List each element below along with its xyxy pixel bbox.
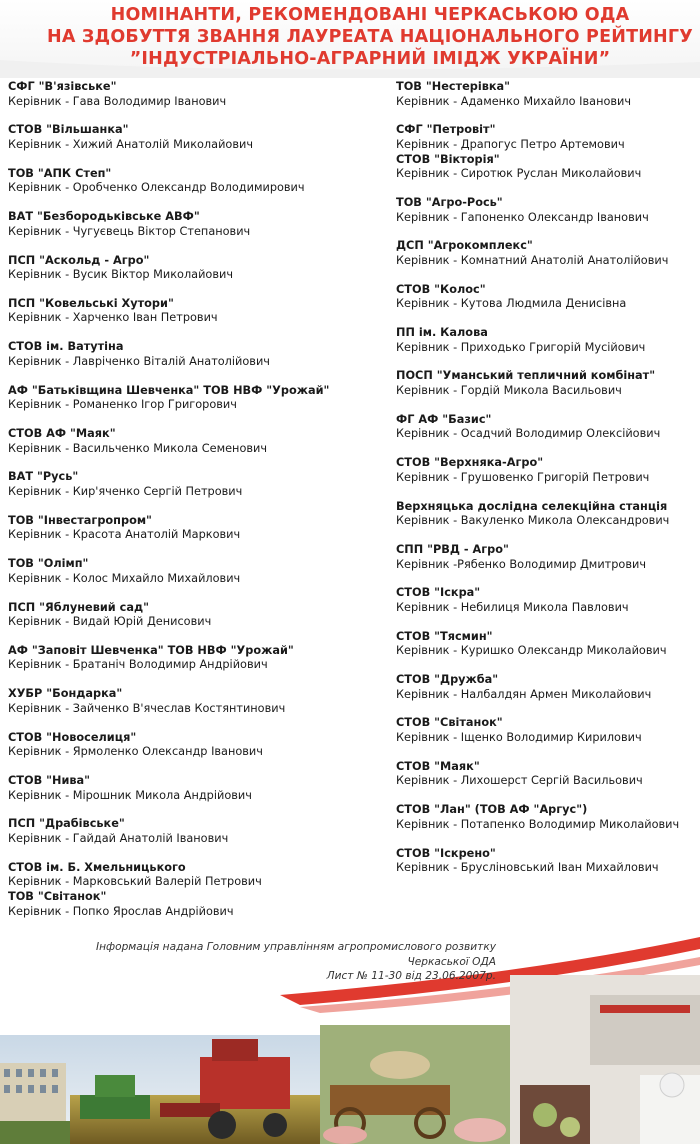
nominee-entry: [396, 326, 700, 355]
organization-name: СТОВ "Нива": [8, 774, 91, 787]
head-name: Керівник - Вусик Віктор Миколайович: [8, 268, 234, 282]
source-note-line-3: Лист № 11-30 від 23.06.2007р.: [326, 970, 496, 982]
organization-name: ТОВ "АПК Степ": [8, 166, 112, 180]
head-name: Керівник - Гапоненко Олександр Іванович: [396, 210, 649, 224]
nominee-entry: [396, 413, 700, 442]
organization-name: СТОВ "Тясмин": [396, 629, 493, 643]
head-name: Керівник - Хижий Анатолій Миколайович: [8, 137, 253, 151]
organization-name: СТОВ "Іскрено": [396, 846, 496, 860]
head-name: Керівник - Попко Ярослав Андрійович: [8, 904, 234, 918]
head-name: Керівник - Чугуєвець Віктор Степанович: [8, 224, 251, 238]
head-name: Керівник - Куришко Олександр Миколайович: [396, 644, 667, 658]
organization-name: СТОВ "Світанок": [396, 716, 503, 730]
nominee-entry: [8, 774, 388, 803]
page-title: [40, 4, 700, 70]
organization-name: СТОВ "Дружба": [396, 673, 499, 687]
header: [0, 0, 700, 74]
nominee-list-left: [8, 80, 388, 933]
head-name: Керівник - Зайченко В'ячеслав Костянтинович: [8, 701, 286, 715]
head-name: Керівник - Мірошник Микола Андрійович: [8, 788, 252, 802]
organization-name: ВАТ "Безбородьківське АВФ": [8, 210, 200, 224]
organization-name: ПСП "Яблуневий сад": [8, 600, 149, 614]
head-name: Керівник - Лавріченко Віталій Анатолійович: [8, 354, 270, 368]
organization-name: АФ "Батьківщина Шевченка" ТОВ НВФ "Урожай": [8, 383, 330, 397]
nominee-entry: [396, 716, 700, 745]
organization-name: ТОВ "Нестерівка": [396, 80, 511, 93]
nominee-entry: [396, 803, 700, 832]
head-name: Керівник - Ярмоленко Олександр Іванович: [8, 745, 263, 759]
head-name: Керівник - Сиротюк Руслан Миколайович: [396, 167, 642, 181]
livestock-cart-photo-icon: [320, 1025, 510, 1144]
nominee-entry: [8, 123, 388, 152]
head-name: Керівник - Харченко Іван Петрович: [8, 311, 218, 325]
organization-name: СФГ "Петровіт": [396, 123, 496, 137]
head-name: Керівник - Небилиця Микола Павлович: [396, 600, 629, 614]
head-name: Керівник - Лихошерст Сергій Васильович: [396, 774, 643, 788]
head-name: Керівник - Гава Володимир Іванович: [8, 94, 227, 108]
nominee-entry: [396, 456, 700, 485]
head-name: Керівник - Іщенко Володимир Кирилович: [396, 731, 642, 745]
source-note-line-1: Інформація надана Головним управлінням агропромислового розвитку: [95, 941, 496, 953]
nominee-entry: [8, 297, 388, 326]
nominee-entry: [396, 369, 700, 398]
organization-name: ПСП "Ковельські Хутори": [8, 296, 174, 310]
organization-name: СТОВ "Маяк": [396, 759, 480, 773]
organization-name: СПП "РВД - Агро": [396, 542, 509, 556]
head-name: Керівник - Адаменко Михайло Іванович: [396, 94, 632, 108]
head-name: Керівник -Рябенко Володимир Дмитрович: [396, 557, 646, 571]
nominee-entry: [8, 340, 388, 369]
organization-name: СТОВ "Вільшанка": [8, 123, 129, 137]
laboratory-photo-icon: [510, 975, 700, 1144]
head-name: Керівник - Гайдай Анатолій Іванович: [8, 831, 229, 845]
organization-name: ТОВ "Агро-Рось": [396, 195, 503, 209]
head-name: Керівник - Колос Михайло Михайлович: [8, 571, 241, 585]
head-name: Керівник - Кир'яченко Сергій Петрович: [8, 484, 243, 498]
nominee-entry: [8, 427, 388, 456]
organization-name: ДСП "Агрокомплекс": [396, 239, 533, 253]
nominee-entry: [8, 384, 388, 413]
organization-name: СТОВ "Колос": [396, 282, 486, 296]
building-photo-icon: [0, 1035, 70, 1144]
head-name: Керівник - Осадчий Володимир Олексійович: [396, 427, 661, 441]
head-name: Керівник - Марковський Валерій Петрович: [8, 875, 262, 889]
nominee-entry: [8, 514, 388, 543]
organization-name: ПСП "Аскольд - Агро": [8, 253, 150, 267]
title-line-2: НА ЗДОБУТТЯ ЗВАННЯ ЛАУРЕАТА НАЦІОНАЛЬНОГО РЕЙТИНГУ: [47, 27, 693, 47]
nominee-entry: [8, 254, 388, 283]
nominee-entry: [396, 760, 700, 789]
nominee-entry: [396, 196, 700, 225]
nominee-entry: [396, 500, 700, 529]
nominee-entry: [8, 890, 388, 919]
nominee-entry: [396, 847, 700, 876]
head-name: Керівник - Гордій Микола Васильович: [396, 384, 622, 398]
organization-name: СТОВ АФ "Маяк": [8, 427, 116, 440]
organization-name: СТОВ "Лан" (ТОВ АФ "Аргус"): [396, 803, 588, 817]
organization-name: ТОВ "Світанок": [8, 889, 107, 903]
organization-name: ПСП "Драбівське": [8, 817, 125, 831]
nominee-entry: [8, 470, 388, 499]
title-line-3: ”ІНДУСТРІАЛЬНО-АГРАРНИЙ ІМІДЖ УКРАЇНИ”: [129, 49, 611, 69]
nominee-entry: [8, 687, 388, 716]
source-note: [60, 940, 496, 984]
head-name: Керівник - Грушовенко Григорій Петрович: [396, 470, 650, 484]
organization-name: СТОВ "Новоселиця": [8, 730, 137, 744]
head-name: Керівник - Романенко Ігор Григорович: [8, 398, 237, 412]
organization-name: ТОВ "Олімп": [8, 557, 89, 571]
organization-name: Верхняцька дослідна селекційна станція: [396, 499, 668, 513]
nominee-entry: [8, 167, 388, 196]
organization-name: СТОВ "Вікторія": [396, 152, 500, 166]
nominee-entry: [396, 153, 700, 182]
nominee-entry: [8, 80, 388, 109]
organization-name: ХУБР "Бондарка": [8, 687, 123, 701]
head-name: Керівник - Оробченко Олександр Володимирович: [8, 181, 305, 195]
head-name: Керівник - Васильченко Микола Семенович: [8, 441, 268, 455]
nominee-entry: [396, 123, 700, 152]
head-name: Керівник - Кутова Людмила Денисівна: [396, 297, 627, 311]
nominee-entry: [8, 601, 388, 630]
organization-name: ТОВ "Інвестагропром": [8, 513, 152, 527]
nominee-entry: [396, 630, 700, 659]
organization-name: ПП ім. Калова: [396, 326, 488, 340]
head-name: Керівник - Драпогус Петро Артемович: [396, 137, 625, 151]
organization-name: СТОВ ім. Б. Хмельницького: [8, 860, 186, 874]
organization-name: СТОВ ім. Ватутіна: [8, 340, 124, 354]
combine-harvester-photo-icon: [70, 1035, 320, 1144]
nominee-entry: [8, 644, 388, 673]
nominee-entry: [8, 861, 388, 890]
head-name: Керівник - Красота Анатолій Маркович: [8, 528, 241, 542]
nominee-entry: [8, 731, 388, 760]
organization-name: ФГ АФ "Базис": [396, 412, 492, 426]
head-name: Керівник - Брусліновський Іван Михайлович: [396, 861, 659, 875]
organization-name: ВАТ "Русь": [8, 470, 79, 484]
head-name: Керівник - Комнатний Анатолій Анатолійович: [396, 253, 669, 267]
head-name: Керівник - Приходько Григорій Мусійович: [396, 340, 646, 354]
head-name: Керівник - Братаніч Володимир Андрійович: [8, 658, 268, 672]
title-line-1: НОМІНАНТИ, РЕКОМЕНДОВАНІ ЧЕРКАСЬКОЮ ОДА: [110, 5, 630, 25]
nominee-entry: [396, 80, 700, 109]
nominee-list-right: [396, 80, 700, 890]
nominee-entry: [396, 239, 700, 268]
head-name: Керівник - Потапенко Володимир Миколайович: [396, 817, 680, 831]
nominee-entry: [396, 283, 700, 312]
head-name: Керівник - Вакуленко Микола Олександрович: [396, 514, 670, 528]
nominee-entry: [8, 817, 388, 846]
nominee-entry: [8, 210, 388, 239]
organization-name: АФ "Заповіт Шевченка" ТОВ НВФ "Урожай": [8, 643, 294, 657]
nominee-entry: [396, 673, 700, 702]
source-note-line-2: Черкаської ОДА: [407, 955, 496, 968]
organization-name: ПОСП "Уманський тепличний комбінат": [396, 369, 656, 383]
organization-name: СТОВ "Верхняка-Агро": [396, 456, 544, 470]
organization-name: СФГ "В'язівське": [8, 80, 117, 93]
organization-name: СТОВ "Іскра": [396, 586, 481, 600]
nominee-entry: [396, 586, 700, 615]
head-name: Керівник - Видай Юрій Денисович: [8, 615, 212, 629]
nominee-entry: [8, 557, 388, 586]
head-name: Керівник - Налбалдян Армен Миколайович: [396, 687, 652, 701]
nominee-entry: [396, 543, 700, 572]
